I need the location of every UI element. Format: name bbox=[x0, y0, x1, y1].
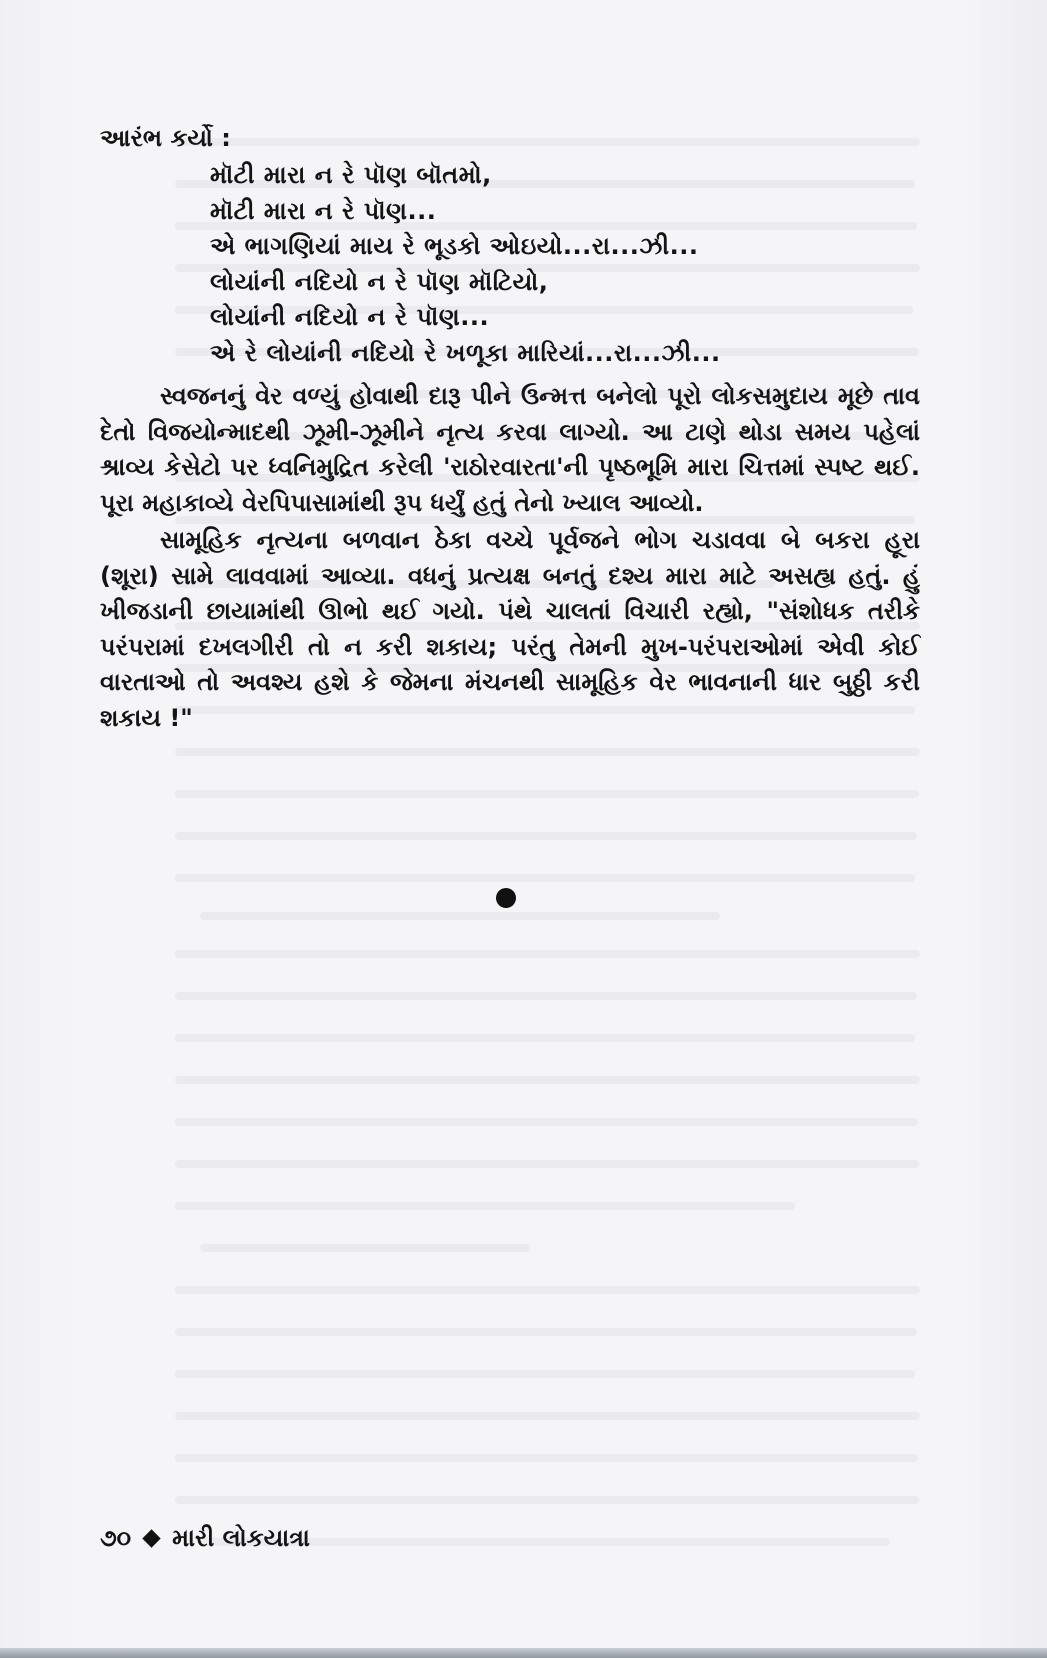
folk-song-verse bbox=[210, 158, 920, 371]
verse-line: એ રે લોયાંની નદિયો રે ખળૂકા મારિયાં...રા...ઝી... bbox=[210, 338, 721, 367]
scan-edge bbox=[0, 1648, 1047, 1658]
diamond-icon bbox=[142, 1529, 160, 1547]
verse-line: લોયાંની નદિયો ન રે પૉણ... bbox=[210, 303, 490, 331]
page-footer bbox=[100, 1524, 310, 1552]
running-title: મારી લોકયાત્રા bbox=[172, 1524, 310, 1552]
verse-line: એ ભાગણિયાં માય રે ભૂડકો ઓઇયો...રા...ઝી... bbox=[210, 232, 699, 260]
body-paragraph: સ્વજનનું વેર વળ્યું હોવાથી દારૂ પીને ઉન્મત્ત બનેલો પૂરો લોકસમુદાય મૂછે તાવ દેતો વિજયોન્માદથી ઝૂમી-ઝૂમીને નૃત્ય કરવા લાગ્યો. આ ટાણે થોડા સમય પહેલાં શ્રાવ્ય કેસેટો પર ધ્વનિમુદ્રિત કરેલી 'રાઠોરવારતા'ની પૃષ્ઠભૂમિ મારા ચિત્તમાં સ્પષ્ટ થઈ. પૂરા મહાકાવ્યે વેરપિપાસામાંથી રૂપ ધર્યું હતું તેનો ખ્યાલ આવ્યો. bbox=[100, 382, 920, 517]
verse-line: લોયાંની નદિયો ન રે પૉણ મૉટિયો, bbox=[210, 267, 549, 296]
verse-line: મૉટી મારા ન રે પૉણ... bbox=[210, 196, 437, 225]
section-lead: આરંભ કર્યો : bbox=[100, 124, 231, 152]
body-paragraph: સામૂહિક નૃત્યના બળવાન ઠેકા વચ્ચે પૂર્વજને ભોગ ચડાવવા બે બકરા હૂરા (શૂરા) સામે લાવવામાં આવ્યા. વધનું પ્રત્યક્ષ બનતું દશ્ય મારા માટે અસહ્ય હતું. હું ખીજડાની છાયામાંથી ઊભો થઈ ગયો. પંથે ચાલતાં વિચારી રહ્યો, "સંશોધક તરીકે પરંપરામાં દખલગીરી તો ન કરી શકાય; પરંતુ તેમની મુખ-પરંપરાઓમાં એવી કોઈ વારતાઓ તો અવશ્ય હશે કે જેમના મંચનથી સામૂહિક વેર ભાવનાની ધાર બુઠ્ઠી કરી શકાય !" bbox=[100, 526, 920, 732]
page-body bbox=[100, 118, 920, 736]
verse-line: મૉટી મારા ન રે પૉણ બૉતમો, bbox=[210, 161, 492, 189]
page-number: ૭૦ bbox=[100, 1524, 132, 1552]
section-break-dot bbox=[496, 888, 516, 908]
